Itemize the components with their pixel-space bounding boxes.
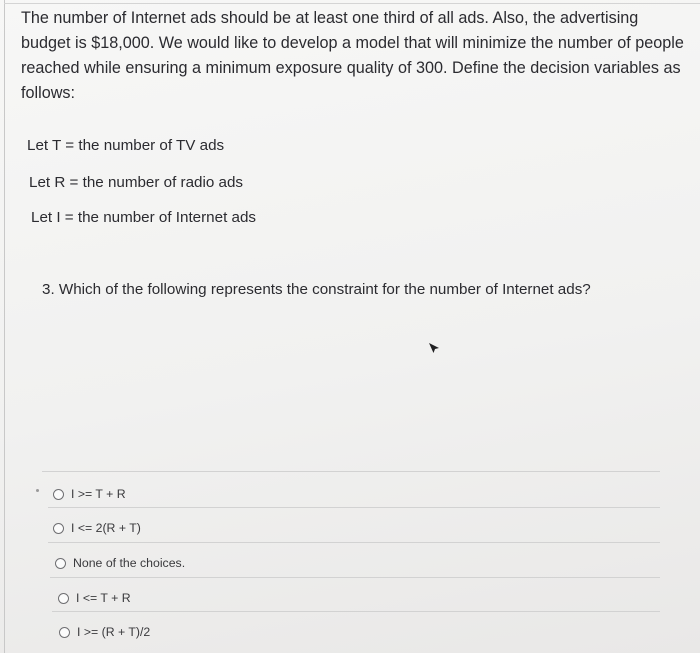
radio-button[interactable]	[53, 489, 64, 500]
answer-option-5[interactable]	[59, 625, 150, 639]
answer-option-label: None of the choices.	[73, 556, 186, 570]
left-border	[4, 0, 5, 653]
option-marker-dot	[36, 489, 39, 492]
definition-internet-ads: Let I = the number of Internet ads	[31, 209, 257, 226]
option-divider	[52, 611, 660, 612]
radio-button[interactable]	[53, 523, 64, 534]
answer-option-label: I >= T + R	[71, 487, 126, 501]
answer-option-3[interactable]	[55, 556, 185, 570]
answer-option-label: I <= 2(R + T)	[71, 521, 141, 535]
radio-button[interactable]	[59, 627, 70, 638]
mouse-pointer-icon	[427, 340, 441, 356]
top-border	[4, 3, 700, 4]
question-intro-text: The number of Internet ads should be at least one third of all ads. Also, the advertising budget is $18,000. We would like to develop a model that will minimize the number of people reached while ensuring a minimum exposure quality of 300. Define the decision variables as follows:	[21, 9, 684, 102]
answer-option-2[interactable]	[53, 521, 141, 535]
option-divider	[48, 542, 660, 543]
radio-button[interactable]	[58, 593, 69, 604]
answer-option-label: I <= T + R	[76, 591, 131, 605]
answer-option-label: I >= (R + T)/2	[77, 625, 151, 639]
answer-option-1[interactable]	[53, 487, 126, 501]
definition-radio-ads: Let R = the number of radio ads	[29, 174, 244, 191]
answer-option-4[interactable]	[58, 591, 131, 605]
definition-tv-ads: Let T = the number of TV ads	[27, 137, 225, 154]
option-divider	[48, 507, 660, 508]
options-top-divider	[42, 471, 660, 472]
radio-button[interactable]	[55, 558, 66, 569]
option-divider	[50, 577, 660, 578]
question-prompt: 3. Which of the following represents the constraint for the number of Internet ads?	[42, 281, 591, 298]
